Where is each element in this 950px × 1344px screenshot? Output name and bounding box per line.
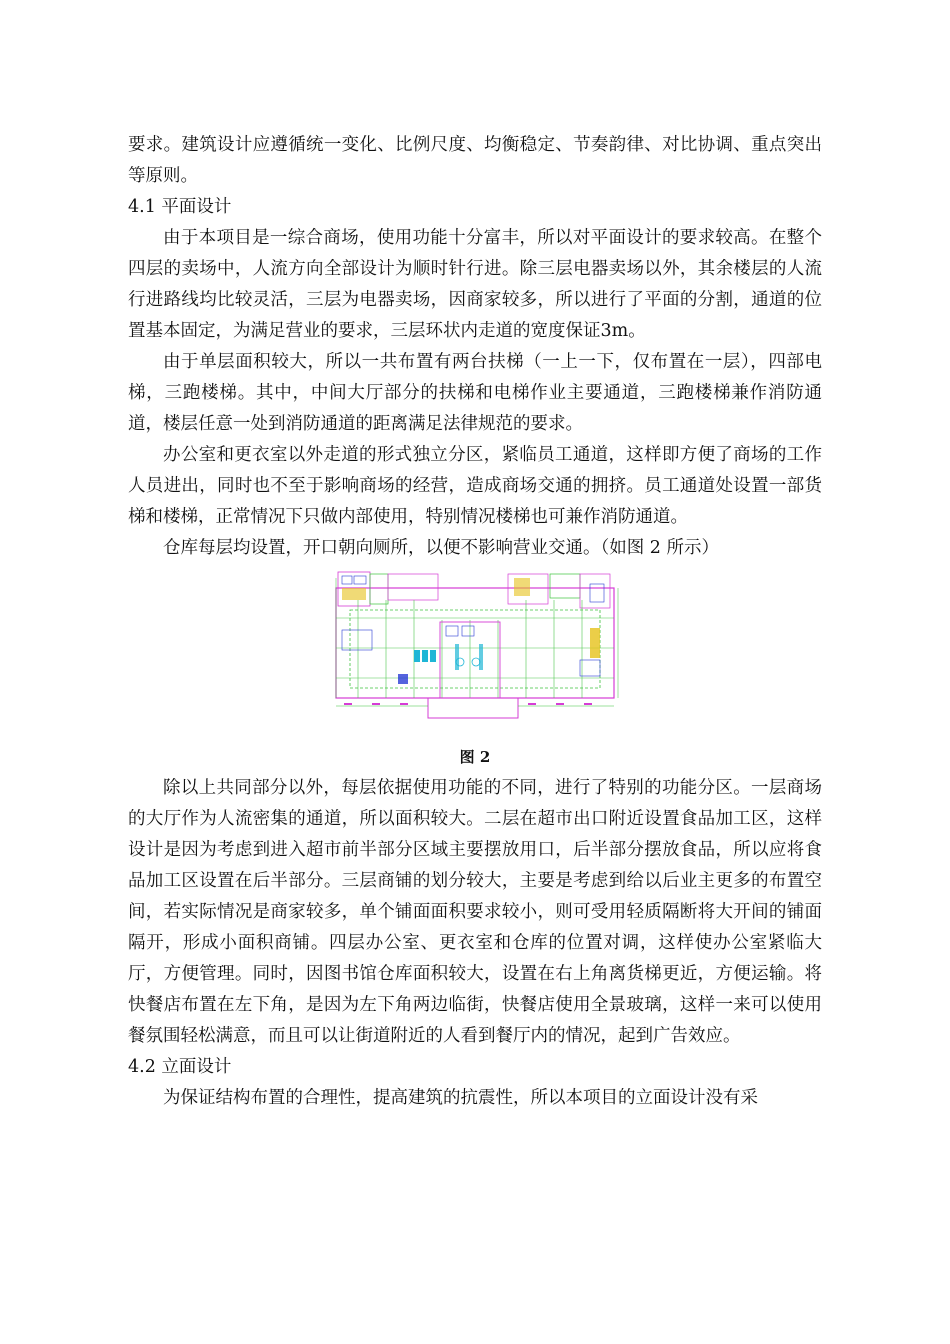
paragraph: 仓库每层均设置，开口朝向厕所，以便不影响营业交通。（如图 2 所示） bbox=[163, 538, 720, 558]
paragraph: 办公室和更衣室以外走道的形式独立分区，紧临员工通道，这样即方便了商场的工作人员进出，同时也不至于影响商场的经营，造成商场交通的拥挤。员工通道处设置一部货梯和楼梯，正常情况下只做内部使用，特别情况楼梯也可兼作消防通道。 bbox=[128, 445, 822, 527]
section-heading-4-2: 4.2 立面设计 bbox=[128, 1057, 232, 1077]
document-page bbox=[128, 130, 822, 1114]
paragraph: 由于单层面积较大，所以一共布置有两台扶梯（一上一下，仅布置在一层），四部电梯，三跑楼梯。其中，中间大厅部分的扶梯和电梯作业主要通道，三跑楼梯兼作消防通道，楼层任意一处到消防通道的距离满足法律规范的要求。 bbox=[128, 352, 822, 434]
figure-container bbox=[128, 564, 822, 742]
paragraph: 为保证结构布置的合理性，提高建筑的抗震性，所以本项目的立面设计没有采 bbox=[163, 1088, 758, 1108]
floor-plan-drawing bbox=[328, 570, 622, 720]
figure-caption: 图 2 bbox=[459, 748, 491, 766]
paragraph: 由于本项目是一综合商场，使用功能十分富丰，所以对平面设计的要求较高。在整个四层的卖场中，人流方向全部设计为顺时针行进。除三层电器卖场以外，其余楼层的人流行进路线均比较灵活，三层为电器卖场，因商家较多，所以进行了平面的分割，通道的位置基本固定，为满足营业的要求，三层环状内走道的宽度保证3m。 bbox=[128, 228, 822, 341]
paragraph-continued: 要求。建筑设计应遵循统一变化、比例尺度、均衡稳定、节奏韵律、对比协调、重点突出等原则。 bbox=[128, 135, 822, 186]
section-heading-4-1: 4.1 平面设计 bbox=[128, 197, 232, 217]
paragraph: 除以上共同部分以外，每层依据使用功能的不同，进行了特别的功能分区。一层商场的大厅作为人流密集的通道，所以面积较大。二层在超市出口附近设置食品加工区，这样设计是因为考虑到进入超市前半部分区域主要摆放用口，后半部分摆放食品，所以应将食品加工区设置在后半部分。三层商铺的划分较大，主要是考虑到给以后业主更多的布置空间，若实际情况是商家较多，单个铺面面积要求较小，则可受用轻质隔断将大开间的铺面隔开，形成小面积商铺。四层办公室、更衣室和仓库的位置对调，这样使办公室紧临大厅，方便管理。同时，因图书馆仓库面积较大，设置在右上角离货梯更近，方便运输。将快餐店布置在左下角，是因为左下角两边临街，快餐店使用全景玻璃，这样一来可以使用餐氛围轻松满意，而且可以让街道附近的人看到餐厅内的情况，起到广告效应。 bbox=[128, 778, 822, 1046]
